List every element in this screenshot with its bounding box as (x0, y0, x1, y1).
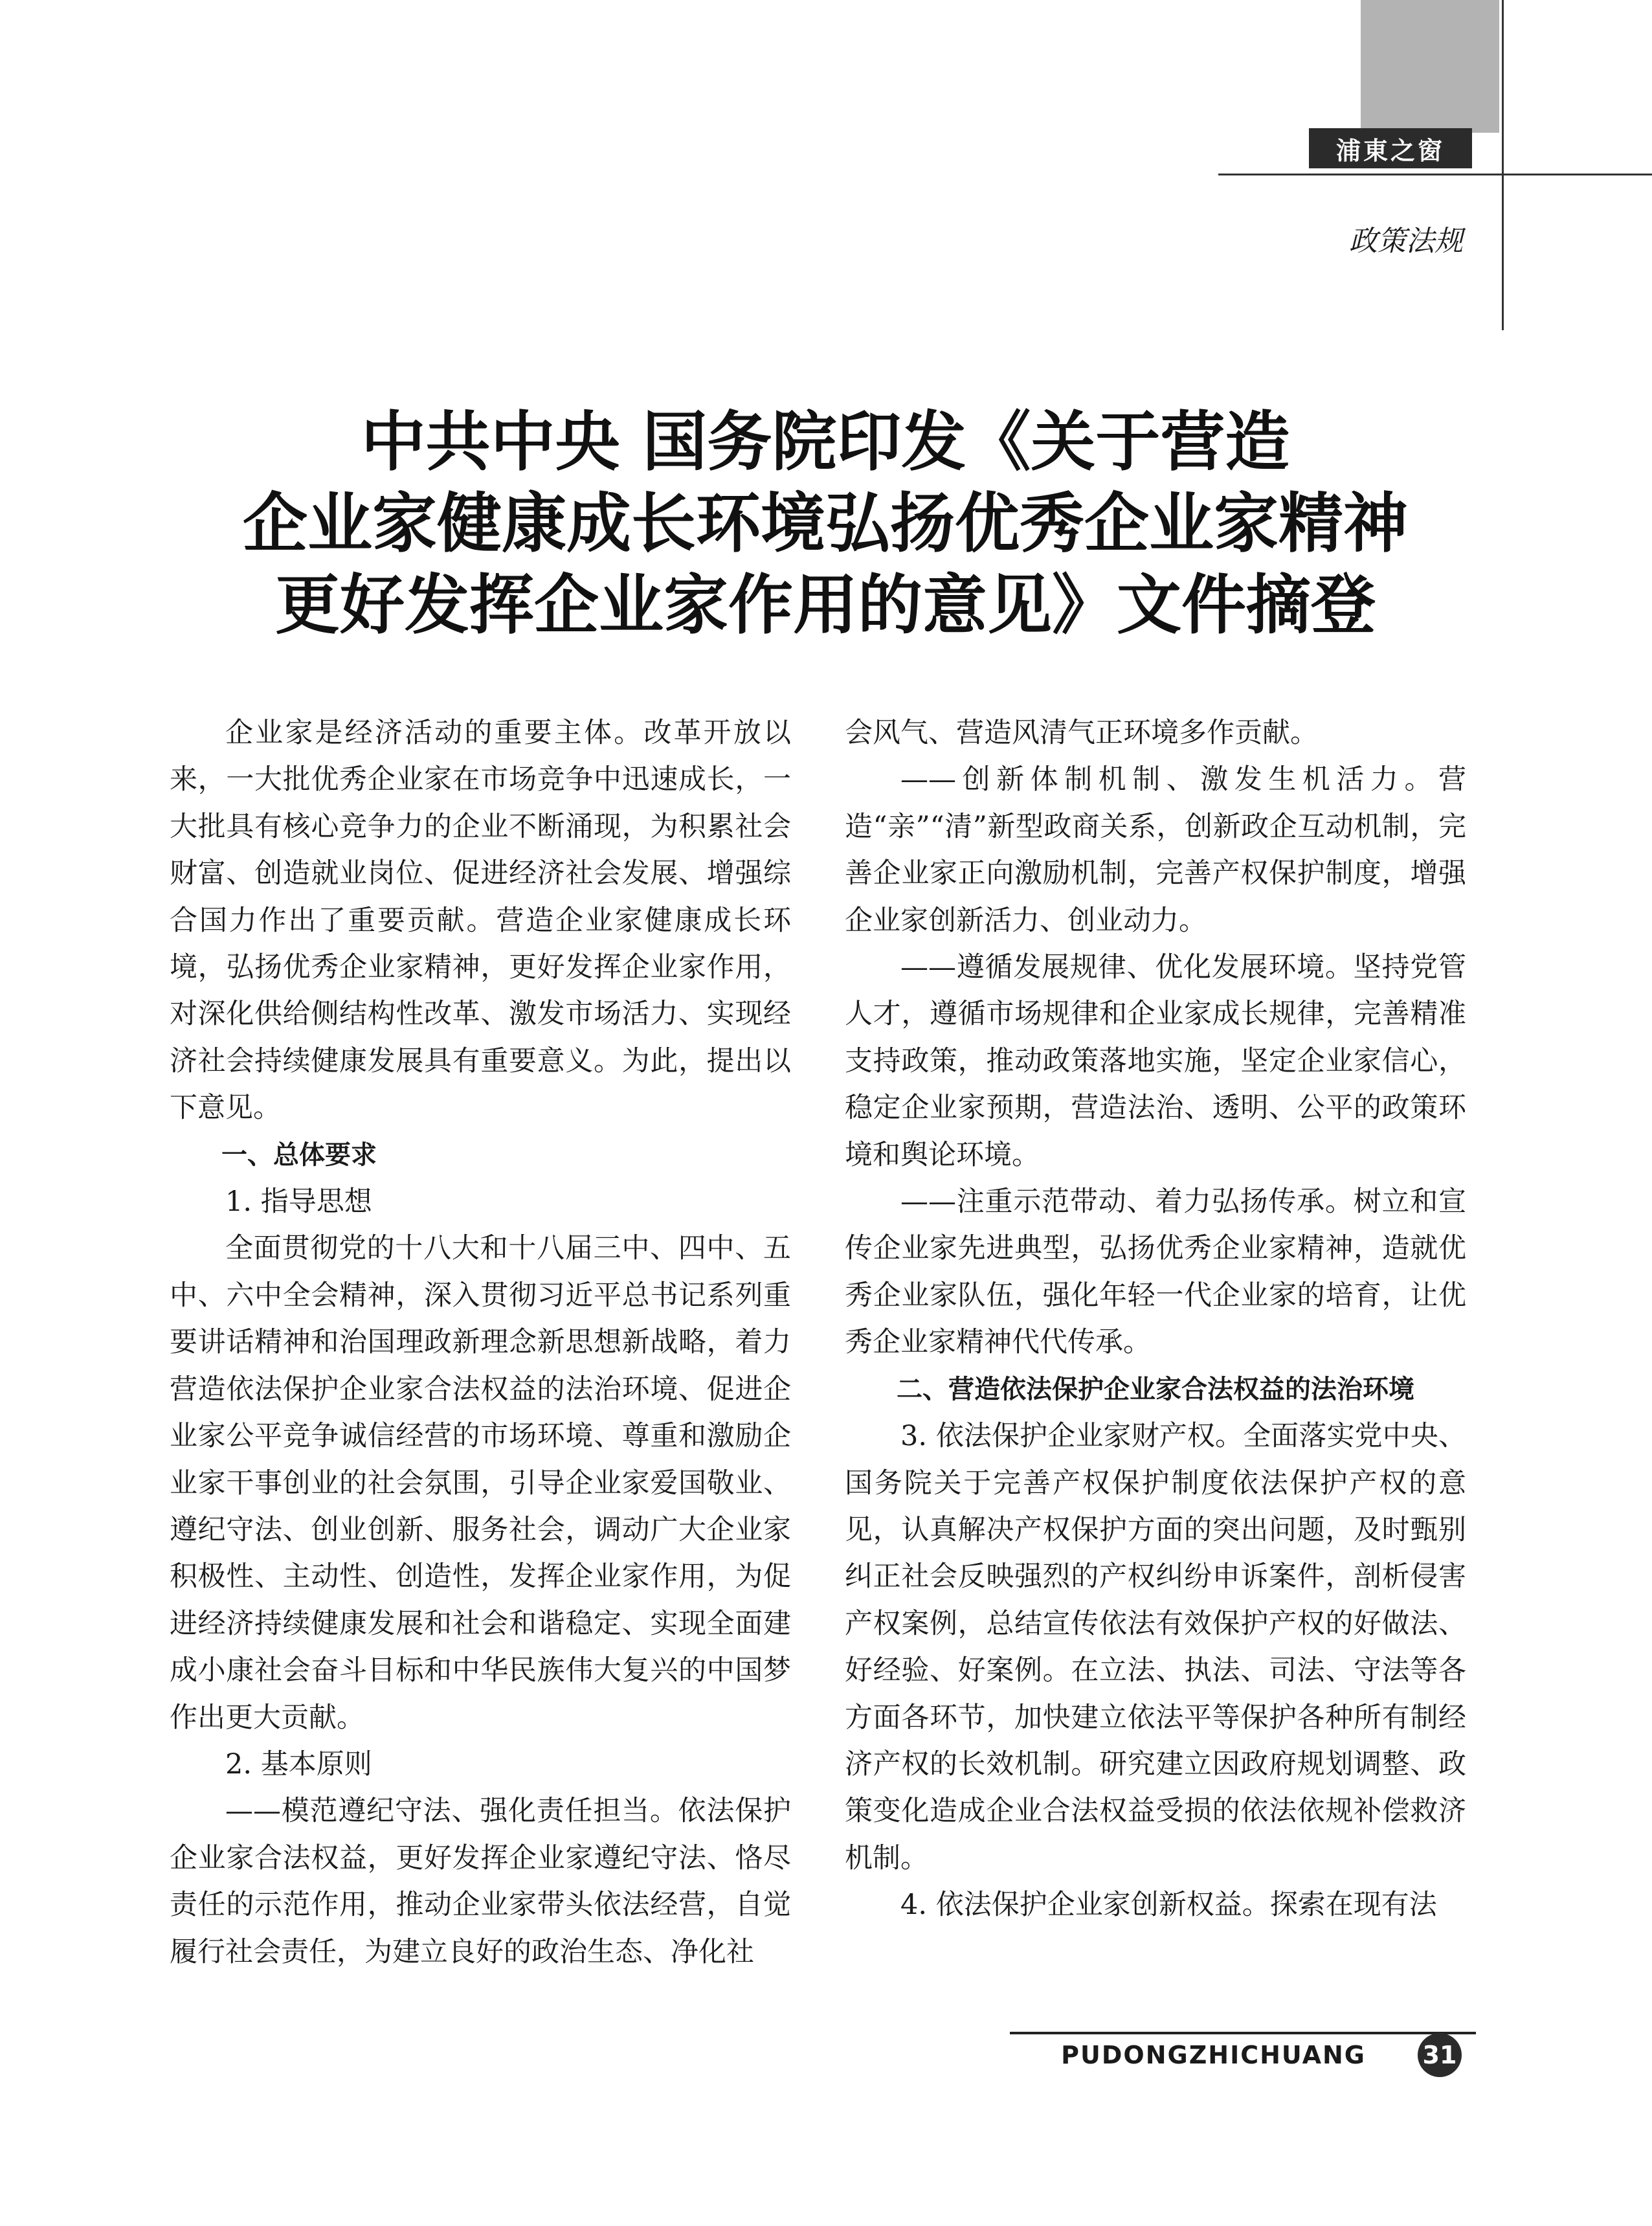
paragraph-guiding-thought: 全面贯彻党的十八大和十八届三中、四中、五中、六中全会精神，深入贯彻习近平总书记系列重要讲话精神和治国理政新理念新思想新战略，着力营造依法保护企业家合法权益的法治环境、促进企业家公平竞争诚信经营的市场环境、尊重和激励企业家干事创业的社会氛围，引导企业家爱国敬业、遵纪守法、创业创新、服务社会，调动广大企业家积极性、主动性、创造性，发挥企业家作用，为促进经济持续健康发展和社会和谐稳定、实现全面建成小康社会奋斗目标和中华民族伟大复兴的中国梦作出更大贡献。 (170, 1232, 791, 1734)
header-gray-block (1361, 0, 1499, 133)
article-title (168, 401, 1482, 646)
magazine-logo: 浦東之窗 (1309, 128, 1472, 168)
paragraph-principle-2: ——创新体制机制、激发生机活力。营造“亲”“清”新型政商关系，创新政企互动机制，完善企业家正向激励机制，完善产权保护制度，增强企业家创新活力、创业动力。 (845, 763, 1466, 937)
intro-paragraph: 企业家是经济活动的重要主体。改革开放以来，一大批优秀企业家在市场竞争中迅速成长，一大批具有核心竞争力的企业不断涌现，为积累社会财富、创造就业岗位、促进经济社会发展、增强综合国力作出了重要贡献。营造企业家健康成长环境，弘扬优秀企业家精神，更好发挥企业家作用，对深化供给侧结构性改革、激发市场活力、实现经济社会持续健康发展具有重要意义。为此，提出以下意见。 (170, 717, 791, 1125)
paragraph-continued: 会风气、营造风清气正环境多作贡献。 (845, 717, 1318, 749)
title-line-2: 企业家健康成长环境弘扬优秀企业家精神 (243, 486, 1408, 561)
section-heading-1: 一、总体要求 (221, 1140, 377, 1170)
subheading-guiding-thought: 1. 指导思想 (225, 1186, 372, 1219)
paragraph-item-4: 4. 依法保护企业家创新权益。探索在现有法 (900, 1889, 1437, 1922)
section-heading-2: 二、营造依法保护企业家合法权益的法治环境 (897, 1374, 1414, 1404)
left-column (170, 710, 791, 1975)
paragraph-item-3: 3. 依法保护企业家财产权。全面落实党中央、国务院关于完善产权保护制度依法保护产权的意见，认真解决产权保护方面的突出问题，及时甄别纠正社会反映强烈的产权纠纷申诉案件，剖析侵害产权案例，总结宣传依法有效保护产权的好做法、好经验、好案例。在立法、执法、司法、守法等各方面各环节，加快建立依法平等保护各种所有制经济产权的长效机制。研究建立因政府规划调整、政策变化造成企业合法权益受损的依法依规补偿救济机制。 (845, 1420, 1466, 1874)
paragraph-principle-1: ——模范遵纪守法、强化责任担当。依法保护企业家合法权益，更好发挥企业家遵纪守法、恪尽责任的示范作用，推动企业家带头依法经营，自觉履行社会责任，为建立良好的政治生态、净化社 (170, 1795, 791, 1968)
title-line-1: 中共中央 国务院印发《关于营造 (361, 404, 1290, 480)
paragraph-principle-4: ——注重示范带动、着力弘扬传承。树立和宣传企业家先进典型，弘扬优秀企业家精神，造就优秀企业家队伍，强化年轻一代企业家的培育，让优秀企业家精神代代传承。 (845, 1186, 1466, 1359)
footer-publication-name: PUDONGZHICHUANG (1061, 2041, 1366, 2069)
header-vertical-rule (1502, 0, 1504, 330)
subheading-basic-principles: 2. 基本原则 (225, 1748, 372, 1781)
section-label: 政策法规 (1349, 225, 1463, 258)
page-number-badge: 31 (1418, 2033, 1462, 2077)
paragraph-principle-3: ——遵循发展规律、优化发展环境。坚持党管人才，遵循市场规律和企业家成长规律，完善精准支持政策，推动政策落地实施，坚定企业家信心，稳定企业家预期，营造法治、透明、公平的政策环境和舆论环境。 (845, 951, 1466, 1171)
right-column (845, 710, 1466, 1929)
footer-rule (1010, 2032, 1476, 2034)
header-horizontal-rule (1218, 174, 1652, 175)
title-line-3: 更好发挥企业家作用的意见》文件摘登 (275, 567, 1376, 643)
